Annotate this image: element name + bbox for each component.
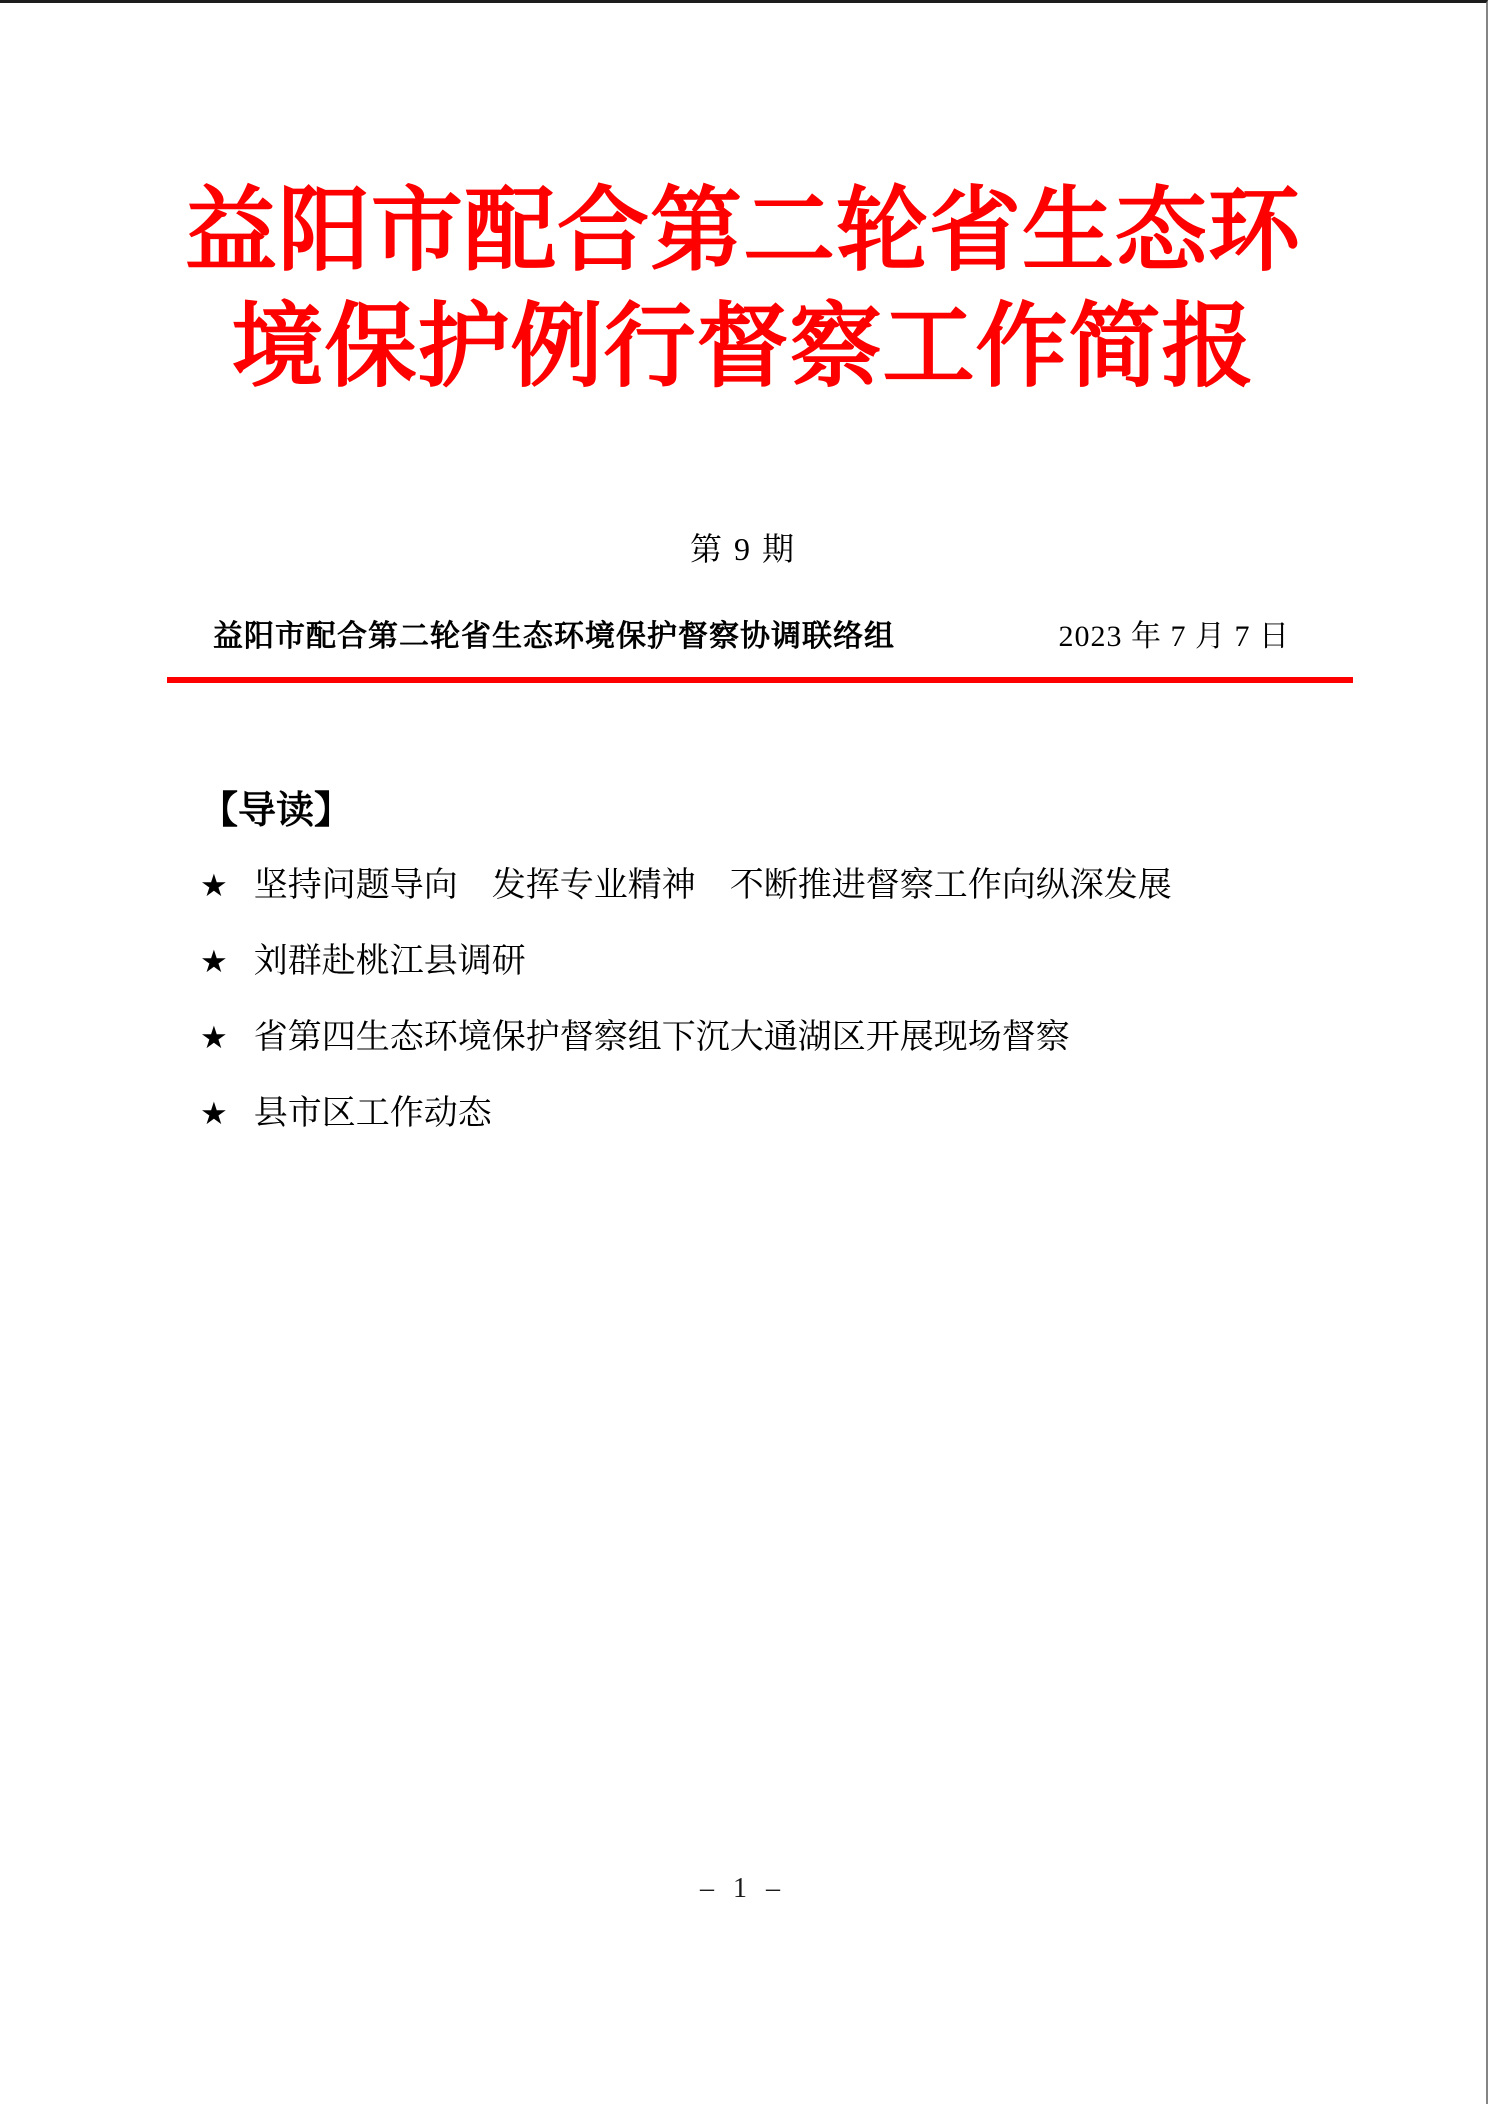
star-icon: ★ [200, 944, 228, 980]
list-item [200, 941, 1346, 983]
star-icon: ★ [200, 1020, 228, 1056]
list-item [200, 1093, 1346, 1135]
document-title-line-2: 境保护例行督察工作简报 [231, 296, 1255, 398]
masthead [213, 611, 1290, 655]
star-icon: ★ [200, 868, 228, 904]
guide-item-text: 省第四生态环境保护督察组下沉大通湖区开展现场督察 [253, 1019, 1070, 1056]
list-item [200, 1017, 1346, 1059]
guide-heading: 【导读】 [200, 790, 353, 832]
guide-item-text: 刘群赴桃江县调研 [253, 943, 526, 980]
issue-date: 2023 年 7 月 7 日 [1058, 620, 1290, 653]
document-title-line-1: 益阳市配合第二轮省生态环 [184, 180, 1301, 282]
issue-number: 第 9 期 [689, 531, 796, 567]
document-title [0, 173, 1486, 405]
guide-item-text: 坚持问题导向 发挥专业精神 不断推进督察工作向纵深发展 [253, 867, 1172, 904]
guide-list [200, 865, 1346, 1135]
page-number: – 1 – [700, 1873, 786, 1904]
guide-item-text: 县市区工作动态 [253, 1095, 492, 1132]
star-icon: ★ [200, 1096, 228, 1132]
list-item [200, 865, 1346, 907]
guide-section [200, 789, 1346, 1169]
masthead-divider-rule [167, 677, 1353, 683]
issuing-organization: 益阳市配合第二轮省生态环境保护督察协调联络组 [213, 620, 895, 653]
